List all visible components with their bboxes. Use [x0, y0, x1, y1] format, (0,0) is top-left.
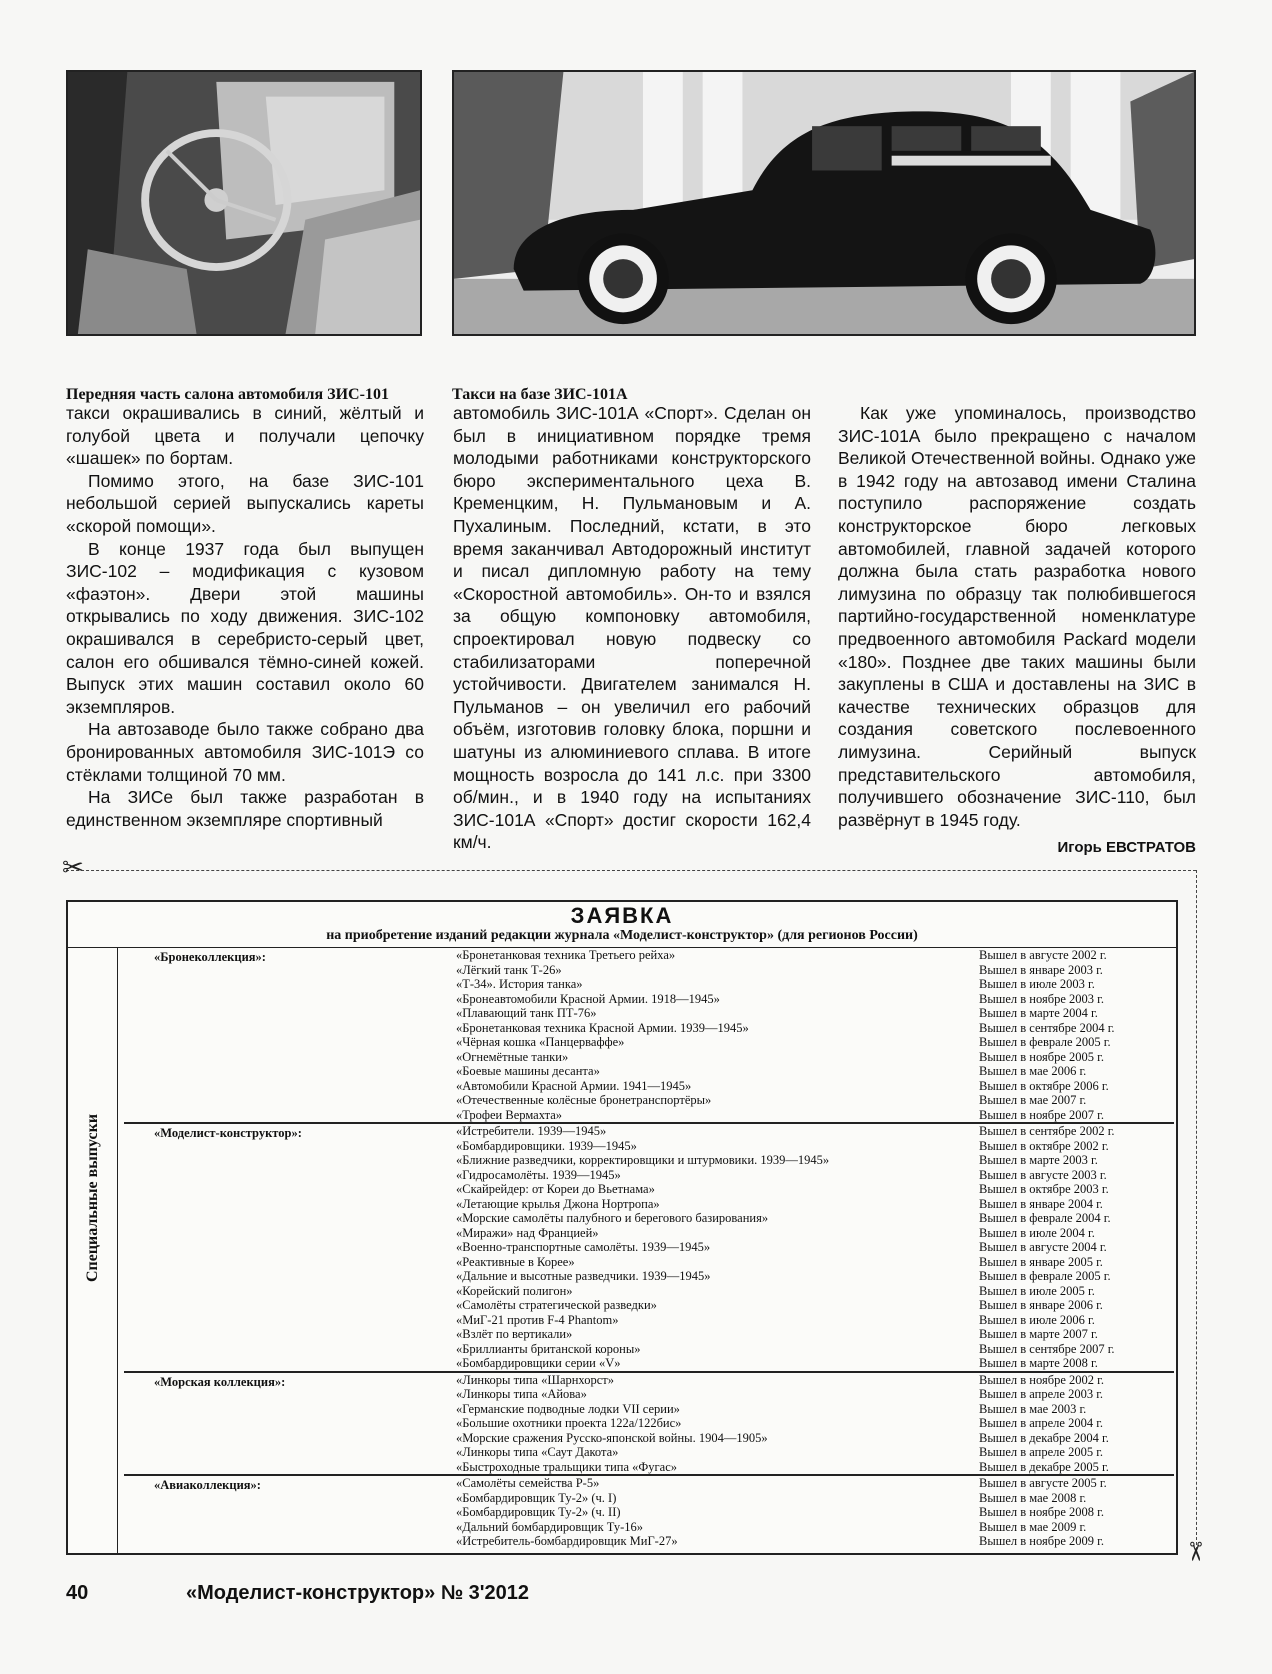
form-body: [68, 948, 1176, 1553]
item-date: Вышел в ноябре 2003 г.: [979, 991, 1104, 1006]
item-date: Вышел в мае 2008 г.: [979, 1490, 1087, 1505]
caption-interior: Передняя часть салона автомобиля ЗИС-101: [66, 386, 389, 403]
item-title: «Корейский полигон»: [456, 1283, 573, 1298]
item-title: «Лёгкий танк Т-26»: [456, 962, 562, 977]
item-date: Вышел в августе 2003 г.: [979, 1167, 1107, 1182]
item-date: Вышел в январе 2004 г.: [979, 1196, 1103, 1211]
item-title: «Бронетанковая техника Третьего рейха»: [456, 948, 676, 962]
item-date: Вышел в ноябре 2008 г.: [979, 1505, 1104, 1519]
form-title: ЗАЯВКА: [570, 903, 674, 928]
item-date: Вышел в декабре 2004 г.: [979, 1430, 1109, 1445]
list-item: [124, 948, 1174, 963]
scissors-icon: ✂: [62, 852, 84, 882]
list-item: [124, 1197, 1174, 1212]
item-title: «Автомобили Красной Армии. 1941—1945»: [456, 1078, 692, 1093]
list-item: [124, 1476, 1174, 1491]
list-item: [124, 963, 1174, 978]
item-title: «Дальний бомбардировщик Ту-16»: [456, 1519, 643, 1534]
list-item: [124, 1226, 1174, 1241]
item-date: Вышел в феврале 2004 г.: [979, 1211, 1111, 1225]
list-item: [124, 1313, 1174, 1328]
item-title: «Боевые машины десанта»: [456, 1064, 600, 1078]
item-title: «Бронетанковая техника Красной Армии. 1939—1945»: [456, 1020, 749, 1035]
paragraph: На ЗИСе был также разработан в единственном экземпляре спортивный: [66, 787, 424, 830]
item-date: Вышел в октябре 2006 г.: [979, 1078, 1109, 1093]
item-title: «Трофеи Вермахта»: [456, 1107, 563, 1122]
list-item: [124, 1035, 1174, 1050]
photo-taxi-car: [452, 70, 1196, 336]
item-date: Вышел в сентябре 2004 г.: [979, 1020, 1115, 1035]
item-title: «Военно-транспортные самолёты. 1939—1945»: [456, 1240, 711, 1254]
form-header: [68, 902, 1176, 948]
list-item: [124, 1520, 1174, 1535]
list-item: [124, 1269, 1174, 1284]
list-item: [124, 1064, 1174, 1079]
page-number: 40: [66, 1582, 89, 1604]
item-title: «Самолёты семейства Р-5»: [456, 1476, 600, 1490]
list-item: [124, 1416, 1174, 1431]
list-item: [124, 1445, 1174, 1460]
item-title: «Быстроходные тральщики типа «Фугас»: [456, 1459, 677, 1474]
item-date: Вышел в июле 2005 г.: [979, 1283, 1095, 1298]
list-item: [124, 1255, 1174, 1270]
item-date: Вышел в октябре 2003 г.: [979, 1182, 1109, 1196]
side-label-cell: [68, 948, 118, 1553]
form-subtitle: на приобретение изданий редакции журнала «Моделист-конструктор» (для регионов России): [326, 928, 918, 943]
item-title: «Морские самолёты палубного и берегового базирования»: [456, 1211, 769, 1225]
item-date: Вышел в ноябре 2005 г.: [979, 1049, 1104, 1064]
item-date: Вышел в марте 2007 г.: [979, 1327, 1098, 1341]
paragraph: Помимо этого, на базе ЗИС-101 небольшой серией выпускались кареты «скорой помощи».: [66, 470, 424, 536]
magazine-title: «Моделист-конструктор» № 3'2012: [186, 1582, 530, 1604]
item-title: «Морские сражения Русско-японской войны. 1904—1905»: [456, 1430, 768, 1445]
item-title: «Бронеавтомобили Красной Армии. 1918—1945»: [456, 991, 720, 1006]
item-title: «Бомбардировщик Ту-2» (ч. I): [456, 1490, 617, 1505]
paragraph: автомобиль ЗИС-101А «Спорт». Сделан он был в инициативном порядке тремя молодыми работниками конструкторского бюро экспериментального цеха В. Кременцким, Н. Пульмановым и А. Пухалиным. Последний, кстати, в это время заканчивал Автодорожный институт и писал дипломную работу на тему «Скоростной автомобиль». Он-то и взялся за общую компоновку автомобиля, спроектировал новую подвеску со стабилизаторами поперечной устойчивости. Двигателем занимался Н. Пульманов – он увеличил его рабочий объём, изготовив головку блока, поршни и шатуны из алюминиевого сплава. В итоге мощность возросла до 141 л.с. при 3300 об/мин., и в 1940 году на испытаниях ЗИС-101А «Спорт» достиг скорости 162,4 км/ч.: [453, 403, 811, 853]
item-date: Вышел в ноябре 2007 г.: [979, 1107, 1104, 1122]
item-date: Вышел в июле 2004 г.: [979, 1225, 1095, 1240]
list-item: [124, 1124, 1174, 1139]
form-section: [124, 948, 1174, 1124]
author-name: Игорь ЕВСТРАТОВ: [1057, 839, 1196, 857]
scissors-icon: ✂: [1180, 1540, 1211, 1563]
item-title: «Самолёты стратегической разведки»: [456, 1298, 657, 1312]
item-title: «Большие охотники проекта 122а/122бис»: [456, 1416, 682, 1430]
list-item: [124, 1050, 1174, 1065]
list-item: [124, 1168, 1174, 1183]
item-date: Вышел в декабре 2005 г.: [979, 1459, 1109, 1474]
list-item: [124, 1431, 1174, 1446]
section-name: «Авиаколлекция»:: [154, 1478, 261, 1492]
list-item: [124, 1460, 1174, 1475]
item-date: Вышел в январе 2005 г.: [979, 1254, 1103, 1269]
item-title: «Бриллианты британской короны»: [456, 1341, 641, 1356]
item-title: «Гидросамолёты. 1939—1945»: [456, 1167, 621, 1182]
list-item: [124, 1153, 1174, 1168]
item-title: «Линкоры типа «Саут Дакота»: [456, 1445, 619, 1459]
caption-taxi: Такси на базе ЗИС-101А: [452, 386, 628, 403]
item-title: «Бомбардировщик Ту-2» (ч. II): [456, 1505, 621, 1519]
list-item: [124, 1079, 1174, 1094]
item-title: «Германские подводные лодки VII серии»: [456, 1401, 680, 1416]
list-item: [124, 1139, 1174, 1154]
list-item: [124, 1093, 1174, 1108]
item-date: Вышел в ноябре 2009 г.: [979, 1534, 1104, 1548]
list-item: [124, 1021, 1174, 1036]
list-item: [124, 1240, 1174, 1255]
item-title: «Истребитель-бомбардировщик МиГ-27»: [456, 1534, 678, 1548]
item-title: «Летающие крылья Джона Нортропа»: [456, 1196, 660, 1211]
form-section: [124, 1373, 1174, 1477]
section-name: «Бронеколлекция»:: [154, 950, 266, 964]
item-date: Вышел в июле 2003 г.: [979, 977, 1095, 991]
list-item: [124, 1373, 1174, 1388]
item-date: Вышел в марте 2008 г.: [979, 1356, 1098, 1370]
item-date: Вышел в мае 2006 г.: [979, 1064, 1087, 1078]
item-date: Вышел в феврале 2005 г.: [979, 1269, 1111, 1283]
item-date: Вышел в январе 2006 г.: [979, 1298, 1103, 1312]
item-title: «Чёрная кошка «Панцерваффе»: [456, 1035, 625, 1049]
item-date: Вышел в августе 2004 г.: [979, 1240, 1107, 1254]
item-title: «Линкоры типа «Айова»: [456, 1387, 587, 1401]
item-date: Вышел в апреле 2004 г.: [979, 1416, 1104, 1430]
item-date: Вышел в ноябре 2002 г.: [979, 1372, 1104, 1387]
item-title: «Ближние разведчики, корректировщики и штурмовики. 1939—1945»: [456, 1153, 830, 1167]
list-item: [124, 1387, 1174, 1402]
item-title: «Т-34». История танка»: [456, 977, 583, 991]
item-date: Вышел в марте 2003 г.: [979, 1153, 1098, 1167]
item-title: «Истребители. 1939—1945»: [456, 1124, 607, 1138]
paragraph: такси окрашивались в синий, жёлтый и голубой цвета и получали цепочку «шашек» по бортам.: [66, 403, 424, 469]
item-date: Вышел в январе 2003 г.: [979, 962, 1103, 977]
list-item: [124, 1327, 1174, 1342]
item-title: «Бомбардировщики серии «V»: [456, 1356, 621, 1370]
article-column-2: [453, 402, 811, 854]
order-form: [66, 900, 1178, 1555]
side-label: Специальные выпуски: [84, 1113, 101, 1283]
item-title: «Отечественные колёсные бронетранспортёры»: [456, 1093, 712, 1107]
photo-car-interior: [66, 70, 422, 336]
item-date: Вышел в апреле 2005 г.: [979, 1445, 1104, 1459]
item-title: «МиГ-21 против F-4 Phantom»: [456, 1312, 619, 1327]
list-item: [124, 1006, 1174, 1021]
list-item: [124, 1491, 1174, 1506]
paragraph: Как уже упоминалось, производство ЗИС-101А было прекращено с началом Великой Отечественной войны. Однако уже в 1942 году на автозавод имени Сталина поступило распоряжение создать конструкторское бюро легковых автомобилей, главной задачей которого должна была стать разработка нового лимузина по образцу так полюбившегося партийно-государственной номенклатуре предвоенного автомобиля Packard модели «180». Позднее две таких машины были закуплены в США и доставлены на ЗИС в качестве технических образцов для создания советского послевоенного лимузина. Серийный выпуск представительского автомобиля, получившего обозначение ЗИС-110, был развёрнут в 1945 году.: [838, 403, 1197, 830]
cut-line: [66, 870, 1196, 871]
item-date: Вышел в мае 2009 г.: [979, 1519, 1087, 1534]
list-item: [124, 1342, 1174, 1357]
paragraph: В конце 1937 года был выпущен ЗИС-102 – модификация с кузовом «фаэтон». Двери этой машины открывались по ходу движения. ЗИС-102 окрашивался в серебристо-серый цвет, салон его обшивался тёмно-синей кожей. Выпуск этих машин составил около 60 экземпляров.: [66, 538, 424, 717]
list-item: [124, 1298, 1174, 1313]
form-section: [124, 1476, 1174, 1549]
item-title: «Плавающий танк ПТ-76»: [456, 1006, 597, 1020]
item-date: Вышел в июле 2006 г.: [979, 1312, 1095, 1327]
item-date: Вышел в апреле 2003 г.: [979, 1387, 1104, 1401]
item-title: «Огнемётные танки»: [456, 1049, 569, 1064]
item-date: Вышел в марте 2004 г.: [979, 1006, 1098, 1020]
list-item: [124, 1505, 1174, 1520]
list-item: [124, 1182, 1174, 1197]
item-date: Вышел в сентябре 2007 г.: [979, 1341, 1115, 1356]
list-item: [124, 1108, 1174, 1123]
section-name: «Моделист-конструктор»:: [154, 1126, 302, 1140]
paragraph: На автозаводе было также собрано два бронированных автомобиля ЗИС-101Э со стёклами толщиной 70 мм.: [66, 719, 424, 785]
item-date: Вышел в феврале 2005 г.: [979, 1035, 1111, 1049]
list-item: [124, 1284, 1174, 1299]
list-item: [124, 1402, 1174, 1417]
item-title: «Скайрейдер: от Кореи до Вьетнама»: [456, 1182, 655, 1196]
item-date: Вышел в мае 2003 г.: [979, 1401, 1087, 1416]
cut-line-vertical: [1196, 870, 1197, 1550]
item-date: Вышел в августе 2002 г.: [979, 948, 1107, 962]
item-date: Вышел в мае 2007 г.: [979, 1093, 1087, 1107]
item-title: «Линкоры типа «Шарнхорст»: [456, 1372, 614, 1387]
list-item: [124, 1534, 1174, 1549]
item-date: Вышел в октябре 2002 г.: [979, 1138, 1109, 1153]
list-item: [124, 1356, 1174, 1371]
article-column-3: [838, 402, 1196, 860]
item-title: «Бомбардировщики. 1939—1945»: [456, 1138, 637, 1153]
item-title: «Реактивные в Корее»: [456, 1254, 575, 1269]
item-title: «Взлёт по вертикали»: [456, 1327, 573, 1341]
list-item: [124, 992, 1174, 1007]
list-item: [124, 977, 1174, 992]
form-sections: [124, 948, 1174, 1553]
item-date: Вышел в сентябре 2002 г.: [979, 1124, 1115, 1138]
list-item: [124, 1211, 1174, 1226]
section-name: «Морская коллекция»:: [154, 1374, 286, 1389]
item-date: Вышел в августе 2005 г.: [979, 1476, 1107, 1490]
item-title: «Миражи» над Францией»: [456, 1225, 599, 1240]
item-title: «Дальние и высотные разведчики. 1939—1945»: [456, 1269, 711, 1283]
article-column-1: [66, 402, 424, 831]
form-section: [124, 1124, 1174, 1373]
